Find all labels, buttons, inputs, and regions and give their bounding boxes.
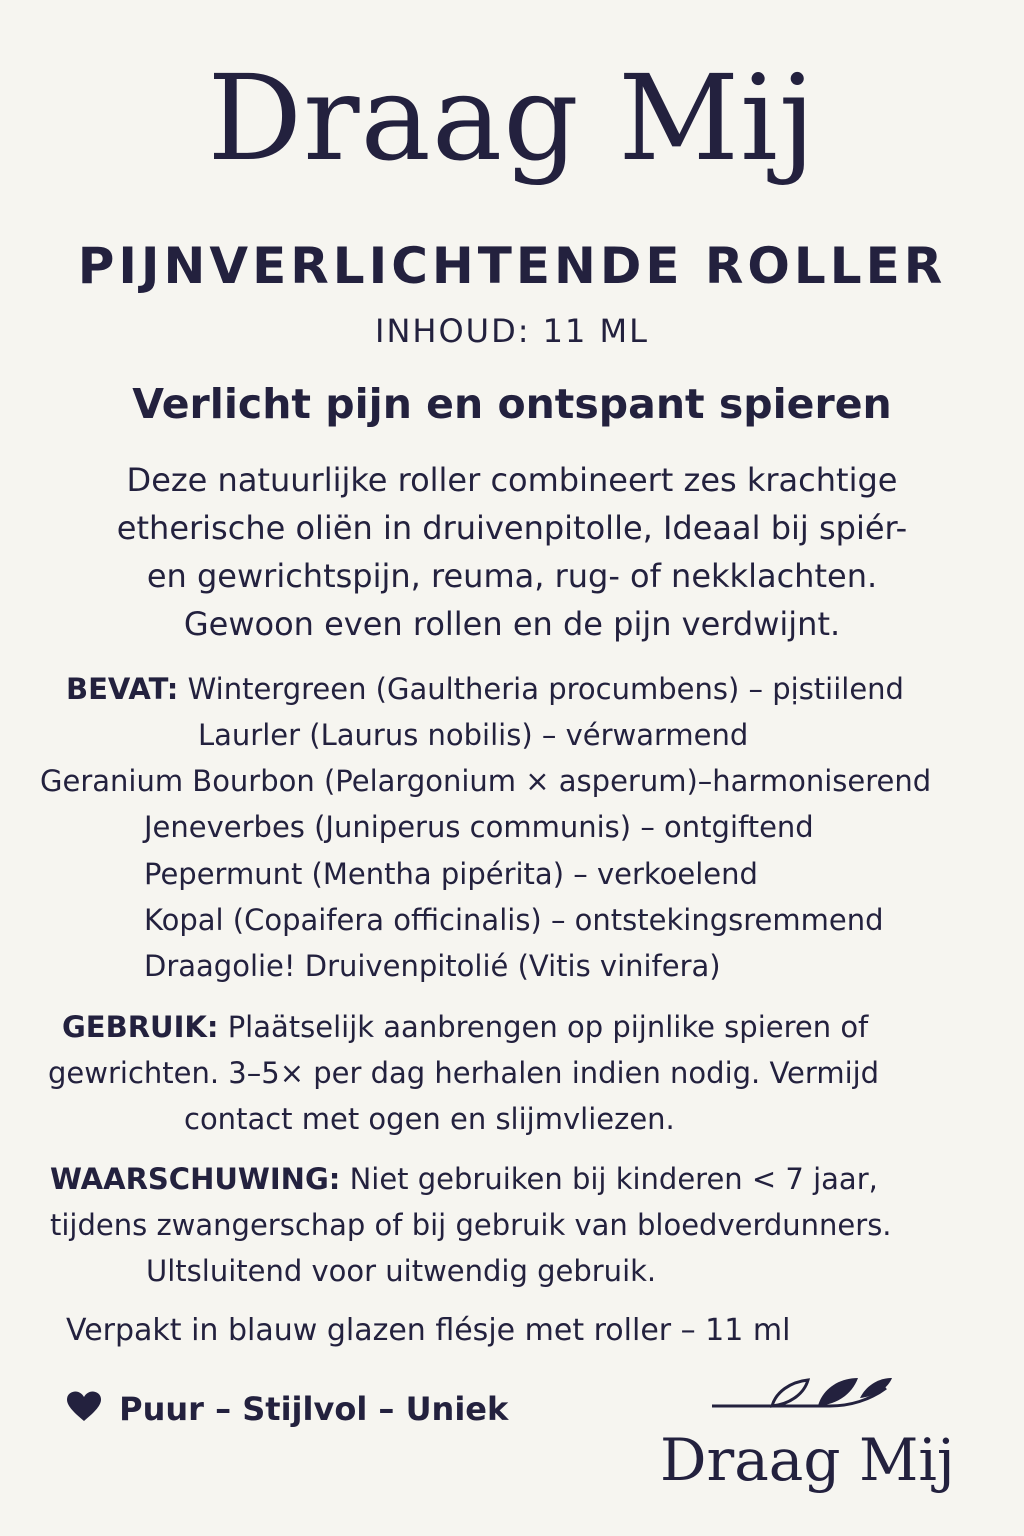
brand-title: Draag Mij bbox=[207, 49, 817, 187]
ingredient-item: Kopal (Copaifera officinalis) – ontstekingsremmend bbox=[144, 903, 884, 937]
usage-text: contact met ogen en slijmvliezen. bbox=[184, 1102, 675, 1136]
ingredients-label: BEVAT: bbox=[66, 672, 179, 706]
warning-label: WAARSCHUWING: bbox=[50, 1162, 341, 1196]
heart-icon bbox=[66, 1389, 102, 1421]
ingredient-item: Laurler (Laurus nobilis) – vérwarmend bbox=[198, 718, 749, 752]
intro-line: en gewrichtspijn, reuma, rug- of nekklachten. bbox=[146, 557, 878, 595]
warning-line bbox=[50, 1156, 878, 1202]
usage-line bbox=[62, 1004, 868, 1050]
ingredient-item: Geranium Bourbon (Pelargonium × asperum)–harmoniserend bbox=[40, 764, 932, 798]
content-volume: INHOUD: 11 ML bbox=[375, 312, 649, 350]
ingredient-item: Wintergreen (Gaultheria procumbens) – pịstiilend bbox=[187, 672, 904, 706]
ingredient-item: Pepermunt (Mentha pipérita) – verkoelend bbox=[144, 857, 758, 891]
intro-line: Deze natuurlijke roller combineert zes krachtige bbox=[126, 461, 898, 499]
usage-label: GEBRUIK: bbox=[62, 1010, 219, 1044]
warning-text: Niet gebruiken bij kinderen < 7 jaar, bbox=[349, 1162, 878, 1196]
warning-text: tijdens zwangerschap of bij gebruik van bloedverdunners. bbox=[50, 1208, 892, 1242]
warning-text: Ultsluitend voor uitwendig gebruik. bbox=[146, 1254, 657, 1288]
ingredient-item: Jeneverbes (Juniperus communis) – ontgiftend bbox=[144, 810, 814, 844]
intro-line: etherische oliën in druivenpitolle, Ideaal bij spiér- bbox=[116, 509, 908, 547]
ingredient-item: Draagolie! Druivenpitolié (Vitis vinifera) bbox=[144, 949, 721, 983]
intro-line: Gewoon even rollen en de pijn verdwijnt. bbox=[183, 605, 841, 643]
intro-paragraph bbox=[0, 456, 1024, 648]
ingredient-line bbox=[66, 666, 904, 712]
leaf-branch-icon bbox=[710, 1370, 900, 1420]
packaging-note: Verpakt in blauw glazen flésje met roller – 11 ml bbox=[66, 1313, 791, 1348]
footer-logo bbox=[640, 1370, 970, 1520]
usage-text: Plaätselijk aanbrengen op pijnlike spieren of bbox=[227, 1010, 869, 1044]
footer-logo-text: Draag Mij bbox=[660, 1426, 955, 1494]
motto bbox=[66, 1386, 508, 1432]
product-name: PIJNVERLICHTENDE ROLLER bbox=[77, 237, 947, 295]
motto-text: Puur – Stijlvol – Uniek bbox=[119, 1390, 509, 1428]
tagline: Verlicht pijn en ontspant spieren bbox=[132, 380, 892, 428]
usage-text: gewrichten. 3–5× per dag herhalen indien nodig. Vermijd bbox=[48, 1056, 880, 1090]
